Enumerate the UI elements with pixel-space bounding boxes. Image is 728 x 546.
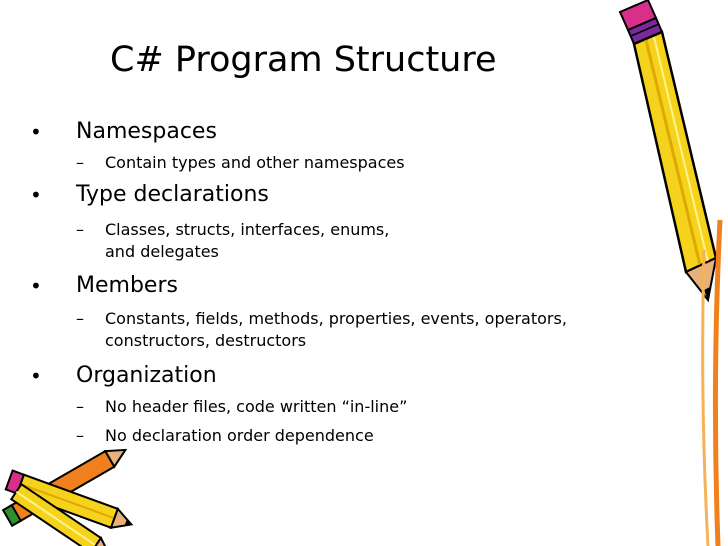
sub-bullet-dash: –: [76, 397, 84, 416]
sub-bullet-dash: –: [76, 220, 84, 239]
slide-title: C# Program Structure: [110, 40, 497, 80]
sub-bullet-dash: –: [76, 426, 84, 445]
bullet-dot: •: [30, 120, 42, 144]
sub-bullet-text: constructors, destructors: [105, 331, 307, 350]
sub-bullet-text: Constants, fields, methods, properties, events, operators,: [105, 309, 567, 328]
bullet-text: Type declarations: [76, 182, 269, 207]
bullet-dot: •: [30, 274, 42, 298]
sub-bullet-dash: –: [76, 309, 84, 328]
bullet-text: Organization: [76, 363, 217, 388]
bullet-text: Namespaces: [76, 119, 217, 144]
sub-bullet-text: No header files, code written “in-line”: [105, 397, 408, 416]
sub-bullet-text: No declaration order dependence: [105, 426, 374, 445]
pencils-icon: [0, 430, 140, 546]
pencil-icon: [600, 0, 728, 546]
bullet-dot: •: [30, 364, 42, 388]
sub-bullet-text: and delegates: [105, 242, 219, 261]
bullet-text: Members: [76, 273, 178, 298]
sub-bullet-text: Contain types and other namespaces: [105, 153, 405, 172]
sub-bullet-text: Classes, structs, interfaces, enums,: [105, 220, 390, 239]
bullet-dot: •: [30, 183, 42, 207]
sub-bullet-dash: –: [76, 153, 84, 172]
